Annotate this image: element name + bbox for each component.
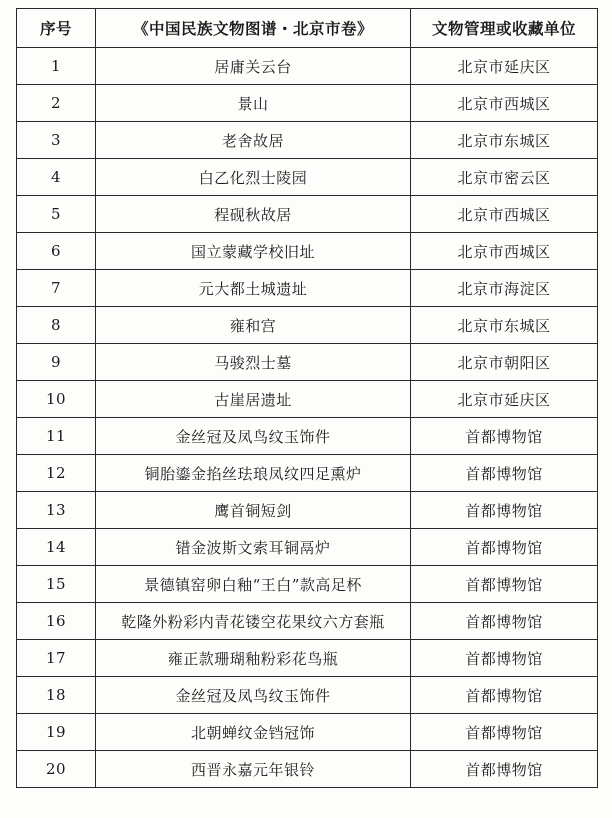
row-relic-name: 乾隆外粉彩内青花镂空花果纹六方套瓶	[96, 603, 411, 640]
row-relic-name: 老舍故居	[96, 122, 411, 159]
row-serial-number: 8	[17, 307, 96, 344]
table-row	[17, 714, 598, 751]
row-relic-name: 北朝蝉纹金铛冠饰	[96, 714, 411, 751]
row-relic-name: 元大都土城遗址	[96, 270, 411, 307]
row-serial-number: 15	[17, 566, 96, 603]
row-serial-number: 19	[17, 714, 96, 751]
header-serial-number: 序号	[17, 9, 96, 48]
row-serial-number: 10	[17, 381, 96, 418]
table-row	[17, 196, 598, 233]
row-relic-name: 景山	[96, 85, 411, 122]
row-relic-name: 古崖居遗址	[96, 381, 411, 418]
header-catalog-title: 《中国民族文物图谱・北京市卷》	[96, 9, 411, 48]
heritage-table	[16, 8, 598, 788]
table-row	[17, 529, 598, 566]
table-row	[17, 455, 598, 492]
row-relic-name: 居庸关云台	[96, 48, 411, 85]
row-serial-number: 5	[17, 196, 96, 233]
table-row	[17, 122, 598, 159]
row-relic-name: 白乙化烈士陵园	[96, 159, 411, 196]
row-serial-number: 2	[17, 85, 96, 122]
table-row	[17, 492, 598, 529]
row-serial-number: 20	[17, 751, 96, 788]
row-relic-name: 马骏烈士墓	[96, 344, 411, 381]
row-management-unit: 北京市西城区	[411, 196, 598, 233]
row-management-unit: 北京市延庆区	[411, 381, 598, 418]
row-management-unit: 首都博物馆	[411, 603, 598, 640]
row-management-unit: 首都博物馆	[411, 529, 598, 566]
table-row	[17, 640, 598, 677]
row-relic-name: 金丝冠及凤鸟纹玉饰件	[96, 677, 411, 714]
row-management-unit: 北京市西城区	[411, 233, 598, 270]
table-row	[17, 381, 598, 418]
table-row	[17, 233, 598, 270]
table-row	[17, 677, 598, 714]
row-serial-number: 17	[17, 640, 96, 677]
row-management-unit: 首都博物馆	[411, 714, 598, 751]
row-management-unit: 首都博物馆	[411, 640, 598, 677]
row-management-unit: 北京市东城区	[411, 122, 598, 159]
row-relic-name: 国立蒙藏学校旧址	[96, 233, 411, 270]
row-serial-number: 18	[17, 677, 96, 714]
row-serial-number: 3	[17, 122, 96, 159]
row-relic-name: 错金波斯文索耳铜鬲炉	[96, 529, 411, 566]
row-relic-name: 景德镇窑卵白釉“王白”款高足杯	[96, 566, 411, 603]
table-row	[17, 344, 598, 381]
table-row	[17, 603, 598, 640]
row-relic-name: 铜胎鎏金掐丝珐琅凤纹四足熏炉	[96, 455, 411, 492]
table-row	[17, 566, 598, 603]
table-header-row	[17, 9, 598, 48]
row-management-unit: 北京市西城区	[411, 85, 598, 122]
row-management-unit: 首都博物馆	[411, 566, 598, 603]
table-body	[17, 48, 598, 788]
row-serial-number: 16	[17, 603, 96, 640]
row-management-unit: 北京市延庆区	[411, 48, 598, 85]
table-row	[17, 307, 598, 344]
row-management-unit: 首都博物馆	[411, 751, 598, 788]
table-row	[17, 159, 598, 196]
row-serial-number: 6	[17, 233, 96, 270]
row-relic-name: 西晋永嘉元年银铃	[96, 751, 411, 788]
row-relic-name: 雍和宫	[96, 307, 411, 344]
row-relic-name: 雍正款珊瑚釉粉彩花鸟瓶	[96, 640, 411, 677]
row-management-unit: 首都博物馆	[411, 677, 598, 714]
table-row	[17, 270, 598, 307]
table-row	[17, 751, 598, 788]
row-management-unit: 北京市海淀区	[411, 270, 598, 307]
row-serial-number: 11	[17, 418, 96, 455]
row-relic-name: 程砚秋故居	[96, 196, 411, 233]
header-management-unit: 文物管理或收藏单位	[411, 9, 598, 48]
row-management-unit: 首都博物馆	[411, 492, 598, 529]
row-serial-number: 7	[17, 270, 96, 307]
row-serial-number: 13	[17, 492, 96, 529]
row-serial-number: 9	[17, 344, 96, 381]
row-serial-number: 14	[17, 529, 96, 566]
row-management-unit: 北京市东城区	[411, 307, 598, 344]
row-management-unit: 首都博物馆	[411, 455, 598, 492]
row-serial-number: 12	[17, 455, 96, 492]
row-serial-number: 4	[17, 159, 96, 196]
table-row	[17, 48, 598, 85]
row-serial-number: 1	[17, 48, 96, 85]
row-relic-name: 鹰首铜短剑	[96, 492, 411, 529]
table-row	[17, 85, 598, 122]
row-relic-name: 金丝冠及凤鸟纹玉饰件	[96, 418, 411, 455]
row-management-unit: 北京市密云区	[411, 159, 598, 196]
table-row	[17, 418, 598, 455]
row-management-unit: 北京市朝阳区	[411, 344, 598, 381]
row-management-unit: 首都博物馆	[411, 418, 598, 455]
